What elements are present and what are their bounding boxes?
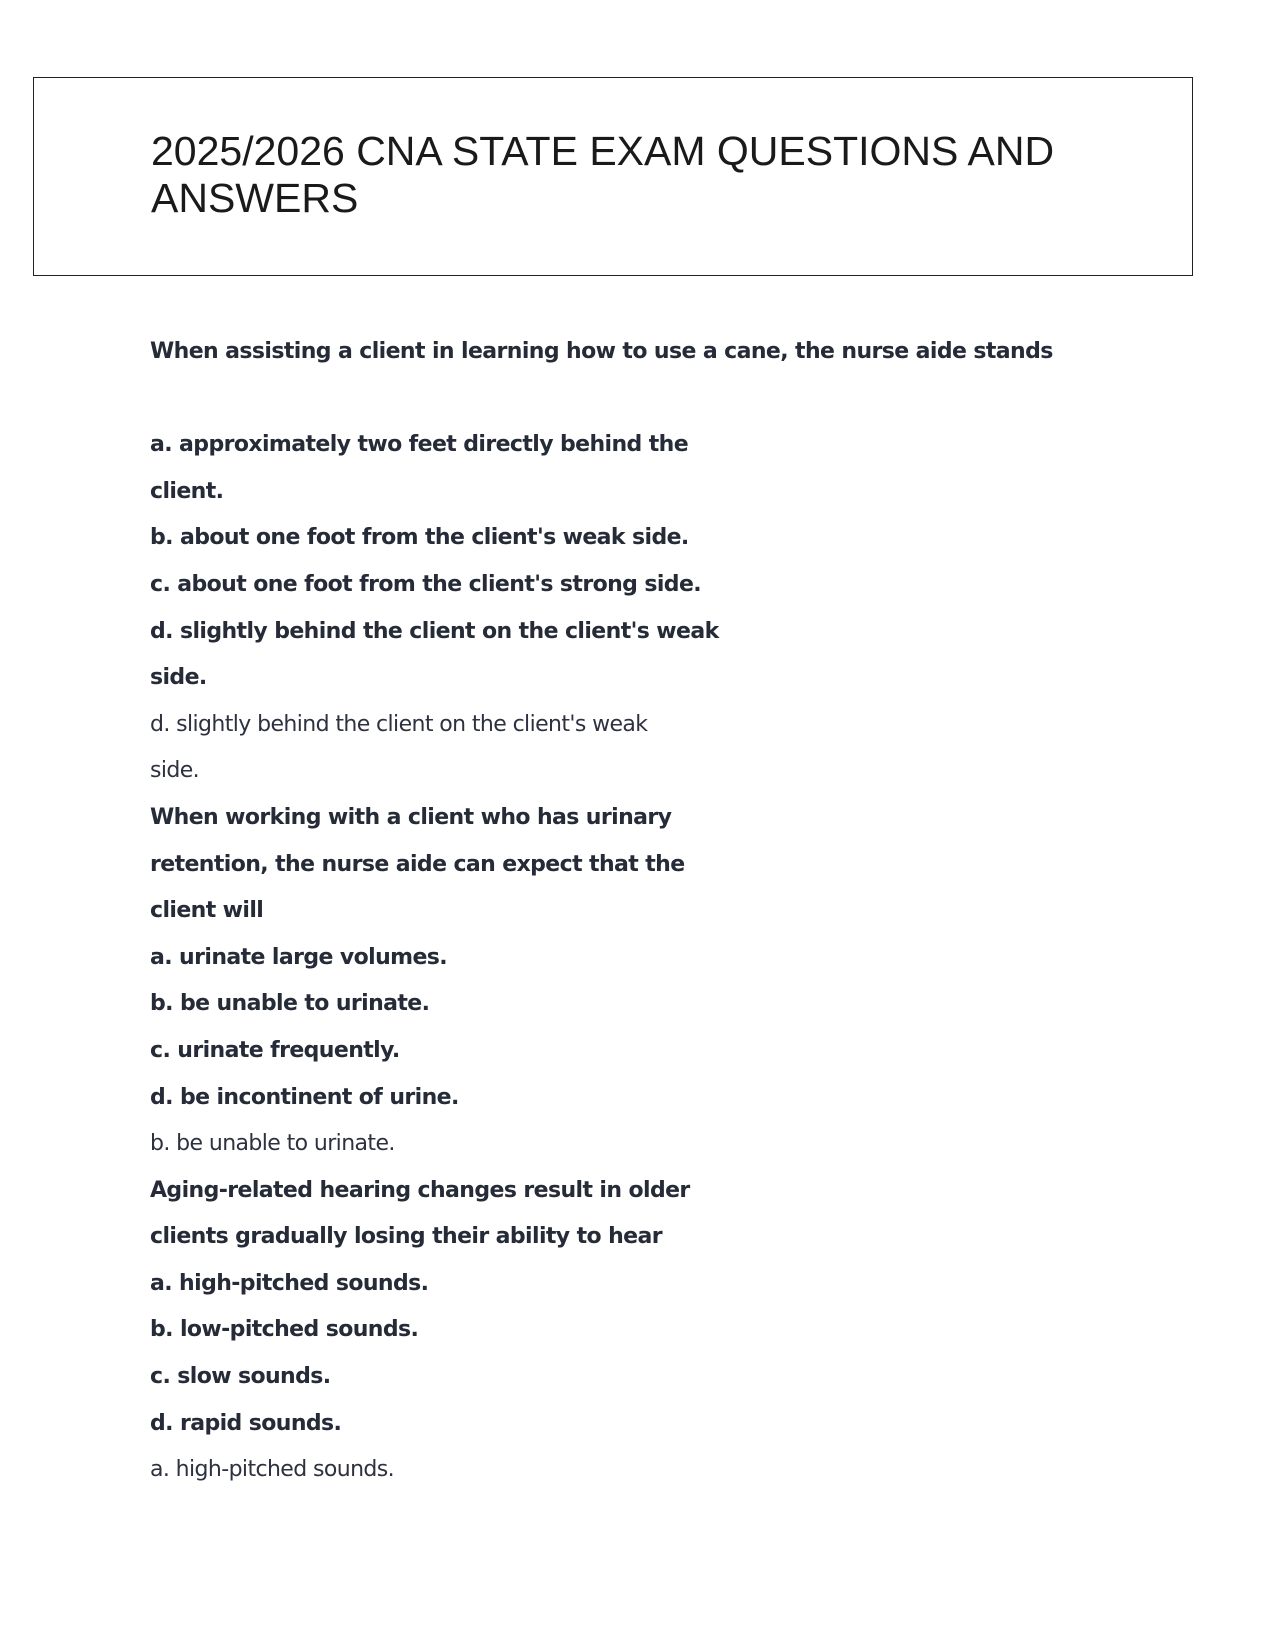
question-3-option: d. rapid sounds.: [150, 1410, 342, 1436]
question-1-option: client.: [150, 478, 224, 504]
question-1-answer: d. slightly behind the client on the client's weak: [150, 711, 648, 737]
question-1-option: c. about one foot from the client's strong side.: [150, 571, 702, 597]
question-2-text: client will: [150, 898, 264, 924]
question-3-option: c. slow sounds.: [150, 1364, 331, 1390]
question-2-option: c. urinate frequently.: [150, 1037, 400, 1063]
question-3-option: b. low-pitched sounds.: [150, 1317, 419, 1343]
question-1-option: b. about one foot from the client's weak side.: [150, 525, 689, 551]
spacer: [150, 376, 1150, 423]
question-2-text: When working with a client who has urinary: [150, 804, 672, 830]
question-2-text: retention, the nurse aide can expect that the: [150, 851, 685, 877]
question-2-answer: b. be unable to urinate.: [150, 1131, 395, 1157]
question-1-text: When assisting a client in learning how to use a cane, the nurse aide stands: [150, 339, 1053, 364]
question-2-option: d. be incontinent of urine.: [150, 1084, 459, 1110]
question-list: [150, 329, 1150, 1494]
question-3-option: a. high-pitched sounds.: [150, 1270, 429, 1296]
question-1-answer: side.: [150, 758, 200, 784]
question-2-option: a. urinate large volumes.: [150, 944, 448, 970]
question-2-option: b. be unable to urinate.: [150, 991, 430, 1017]
question-1-option: a. approximately two feet directly behind the: [150, 432, 689, 458]
title-box: [33, 77, 1193, 276]
document-title: 2025/2026 CNA STATE EXAM QUESTIONS AND ANSWERS: [151, 128, 1055, 221]
question-3-text: Aging-related hearing changes result in older: [150, 1177, 690, 1203]
question-3-text: clients gradually losing their ability to hear: [150, 1224, 662, 1250]
question-1-option: d. slightly behind the client on the client's weak: [150, 618, 719, 644]
question-3-answer: a. high-pitched sounds.: [150, 1457, 395, 1483]
question-1-option: side.: [150, 665, 207, 691]
